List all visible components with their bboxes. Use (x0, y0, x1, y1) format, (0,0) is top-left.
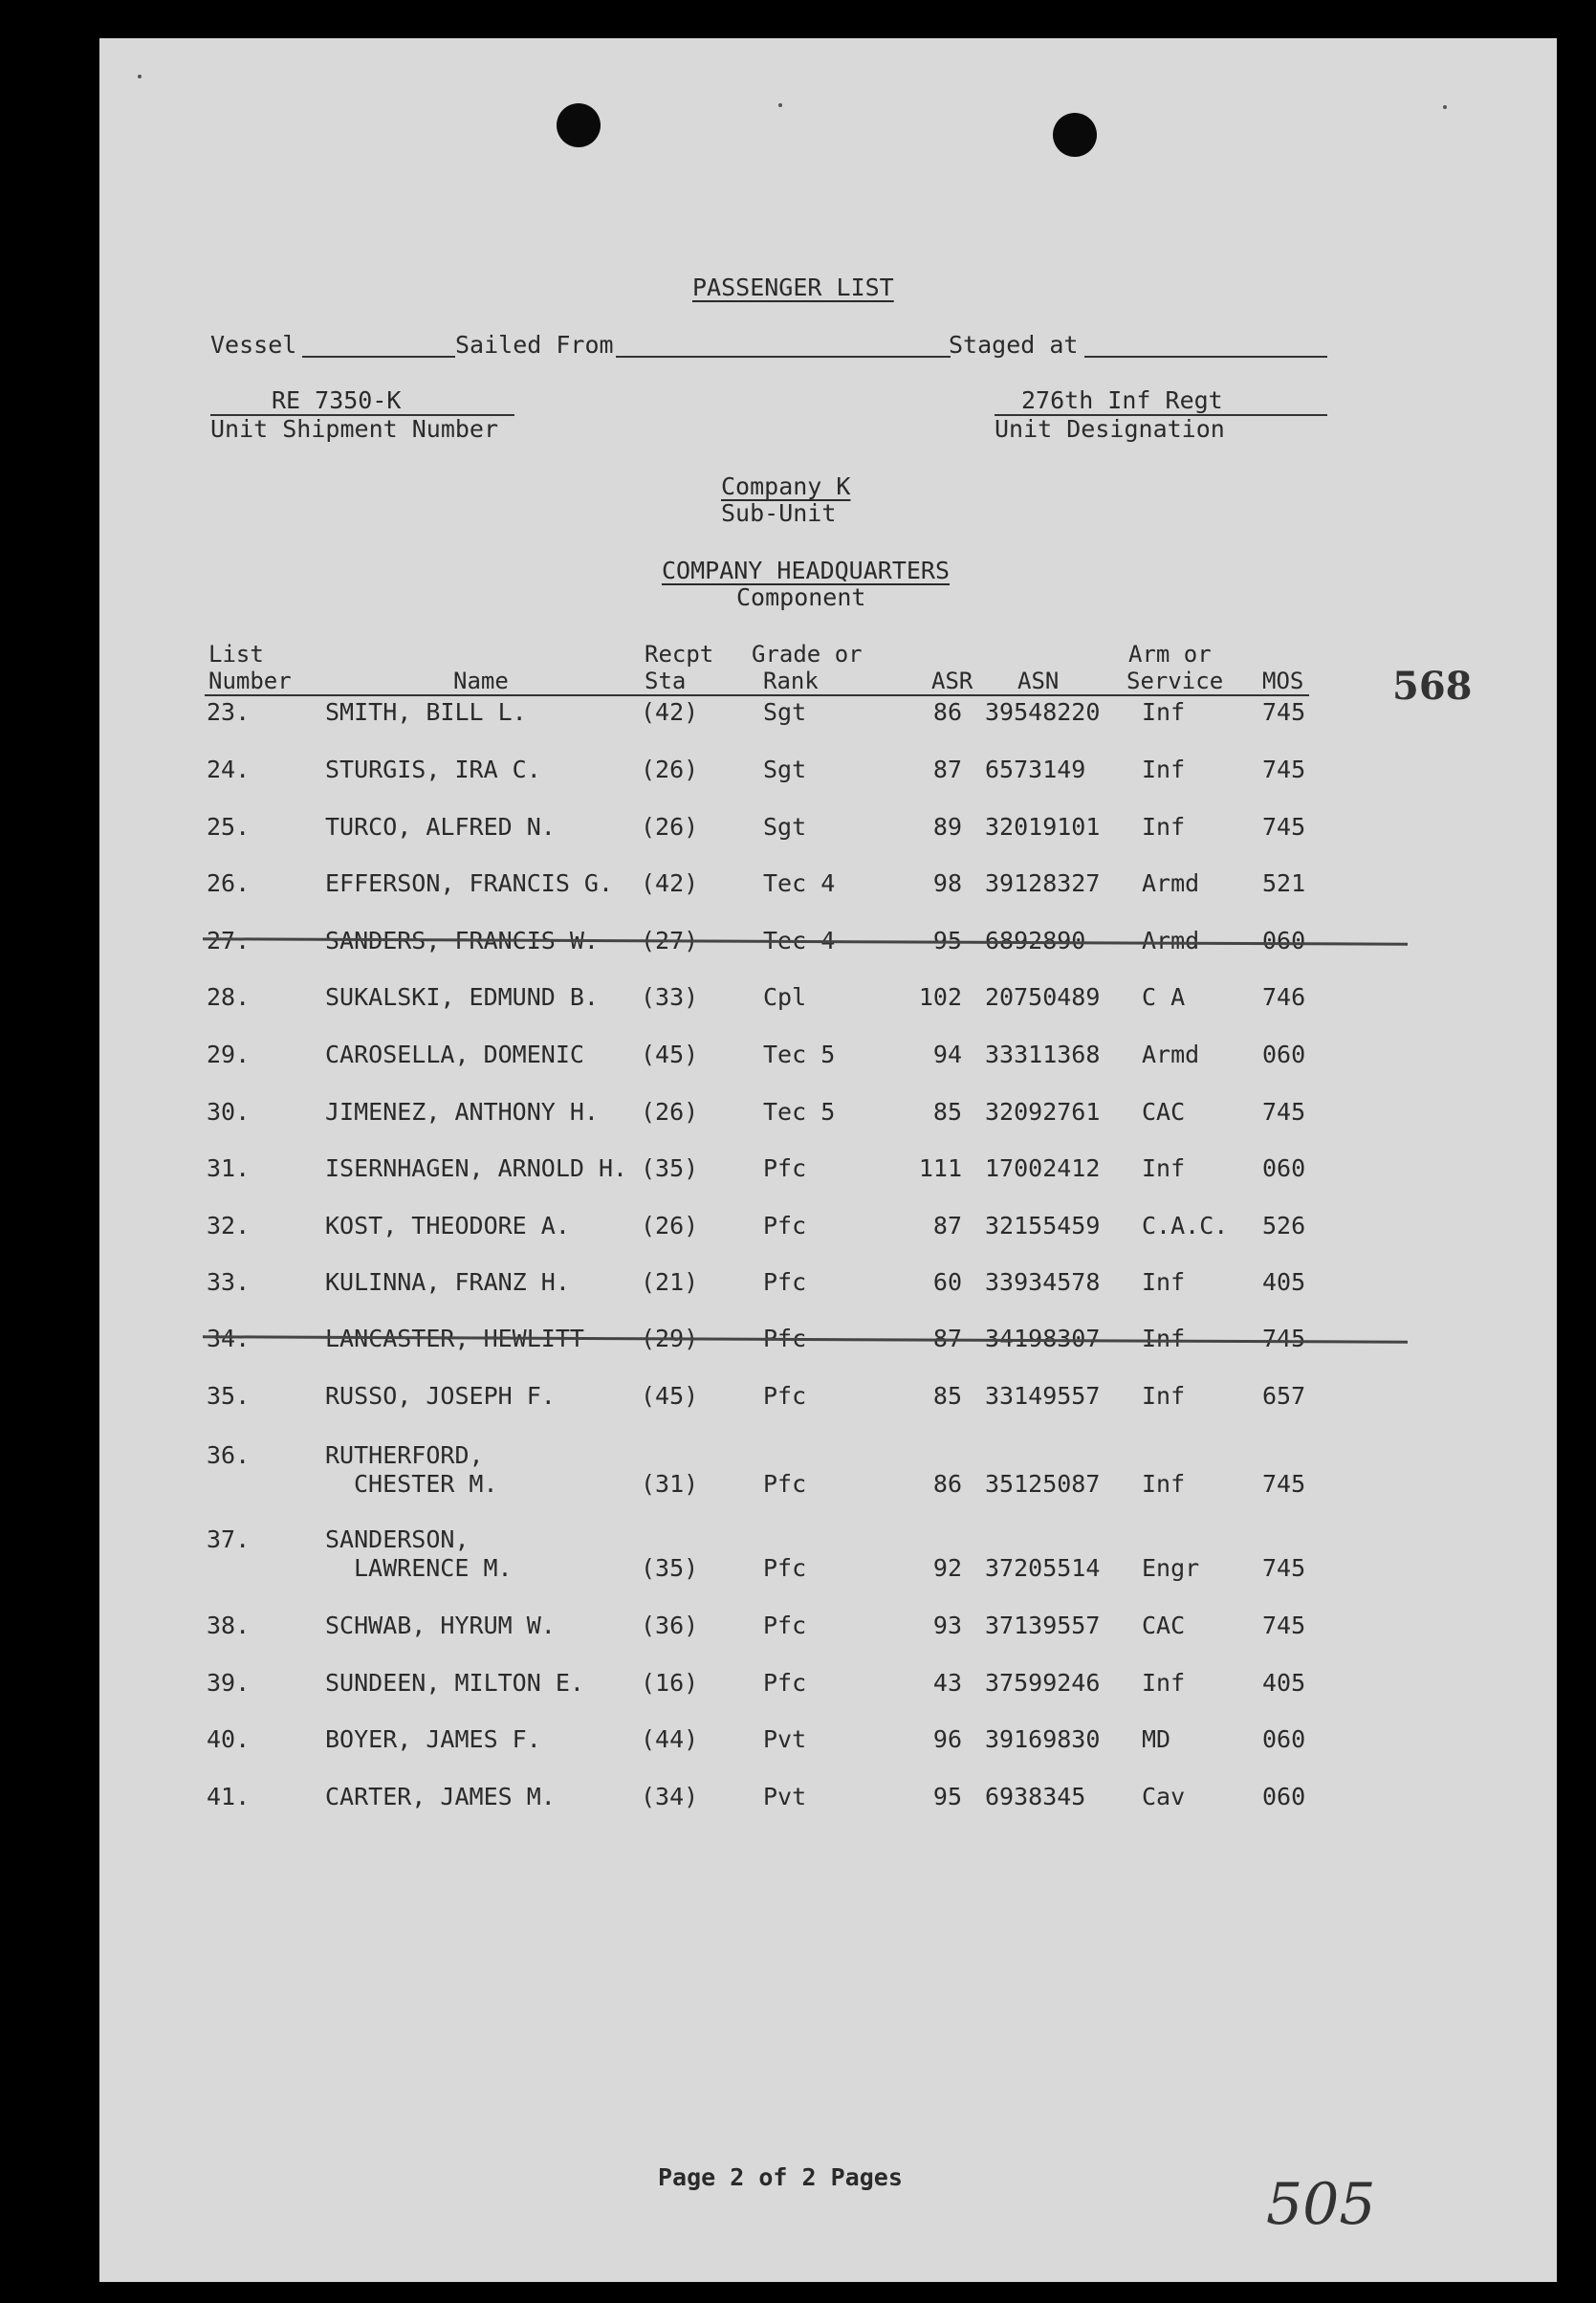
mos-cell: 745 (1262, 1098, 1306, 1126)
name-cell: SANDERSON, (325, 1525, 470, 1553)
list-number-cell: 29. (207, 1041, 251, 1068)
arm-cell: CAC (1142, 1098, 1186, 1126)
speck (1443, 105, 1447, 109)
table-row (99, 1382, 1557, 1437)
arm-cell: Inf (1142, 1669, 1186, 1697)
header-grade-2: Rank (763, 668, 819, 694)
list-number-cell: 36. (207, 1441, 251, 1469)
asn-cell: 35125087 (985, 1470, 1101, 1498)
recpt-sta-cell: (33) (641, 983, 699, 1011)
page-footer: Page 2 of 2 Pages (658, 2163, 903, 2191)
document-title: PASSENGER LIST (692, 274, 894, 301)
asr-cell: 92 (932, 1554, 962, 1582)
grade-cell: Sgt (763, 756, 807, 783)
recpt-sta-cell: (26) (641, 1212, 699, 1239)
header-arm-1: Arm or (1128, 641, 1212, 668)
arm-cell: Inf (1142, 756, 1186, 783)
asr-cell: 111 (918, 1154, 962, 1182)
arm-cell: Engr (1142, 1554, 1200, 1582)
name-cell: TURCO, ALFRED N. (325, 813, 556, 841)
name-cell: JIMENEZ, ANTHONY H. (325, 1098, 599, 1126)
grade-cell: Cpl (763, 983, 807, 1011)
table-row (99, 1212, 1557, 1267)
header-mos: MOS (1262, 668, 1304, 694)
list-number-cell: 25. (207, 813, 251, 841)
asr-cell: 98 (932, 869, 962, 897)
grade-cell: Pfc (763, 1382, 807, 1410)
grade-cell: Pfc (763, 1554, 807, 1582)
recpt-sta-cell: (26) (641, 756, 699, 783)
name-cell: EFFERSON, FRANCIS G. (325, 869, 614, 897)
header-name: Name (453, 668, 509, 694)
header-rule (205, 694, 1309, 696)
unit-shipment-number-label: Unit Shipment Number (210, 415, 499, 443)
unit-designation-label: Unit Designation (995, 415, 1225, 443)
asr-cell: 86 (932, 1470, 962, 1498)
table-row (99, 927, 1557, 982)
mos-cell: 060 (1262, 1154, 1306, 1182)
recpt-sta-cell: (44) (641, 1725, 699, 1753)
asr-cell: 87 (932, 1325, 962, 1352)
asr-cell: 102 (918, 983, 962, 1011)
asn-cell: 37205514 (985, 1554, 1101, 1582)
punch-hole-right (1053, 113, 1097, 157)
asn-cell: 37139557 (985, 1612, 1101, 1639)
header-arm-2: Service (1126, 668, 1224, 694)
mos-cell: 526 (1262, 1212, 1306, 1239)
asn-cell: 33149557 (985, 1382, 1101, 1410)
grade-cell: Tec 4 (763, 869, 836, 897)
asn-cell: 39128327 (985, 869, 1101, 897)
handwritten-footer-number: 505 (1266, 2171, 1376, 2238)
name-cell: SUKALSKI, EDMUND B. (325, 983, 599, 1011)
grade-cell: Sgt (763, 813, 807, 841)
header-grade-1: Grade or (752, 641, 863, 668)
name-cell: LANCASTER, HEWLITT (325, 1325, 584, 1352)
asn-cell: 32155459 (985, 1212, 1101, 1239)
component-label: Component (736, 583, 866, 611)
mos-cell: 745 (1262, 698, 1306, 726)
sailed-from-blank (616, 356, 951, 358)
arm-cell: C.A.C. (1142, 1212, 1229, 1239)
mos-cell: 405 (1262, 1669, 1306, 1697)
mos-cell: 060 (1262, 1725, 1306, 1753)
recpt-sta-cell: (29) (641, 1325, 699, 1352)
list-number-cell: 28. (207, 983, 251, 1011)
list-number-cell: 35. (207, 1382, 251, 1410)
header-asr: ASR (931, 668, 973, 694)
asn-cell: 39548220 (985, 698, 1101, 726)
recpt-sta-cell: (45) (641, 1382, 699, 1410)
list-number-cell: 26. (207, 869, 251, 897)
arm-cell: Inf (1142, 1154, 1186, 1182)
asr-cell: 95 (932, 1783, 962, 1810)
table-row (99, 983, 1557, 1039)
asn-cell: 20750489 (985, 983, 1101, 1011)
asn-cell: 37599246 (985, 1669, 1101, 1697)
recpt-sta-cell: (35) (641, 1554, 699, 1582)
mos-cell: 060 (1262, 1783, 1306, 1810)
header-recpt-sta-1: Recpt (645, 641, 714, 668)
list-number-cell: 27. (207, 927, 251, 954)
table-row (99, 1669, 1557, 1724)
asr-cell: 60 (932, 1268, 962, 1296)
name-cell: SCHWAB, HYRUM W. (325, 1612, 556, 1639)
header-asn: ASN (1017, 668, 1060, 694)
asn-cell: 33311368 (985, 1041, 1101, 1068)
speck (138, 75, 142, 78)
table-row (99, 1154, 1557, 1210)
asn-cell: 17002412 (985, 1154, 1101, 1182)
list-number-cell: 30. (207, 1098, 251, 1126)
list-number-cell: 33. (207, 1268, 251, 1296)
arm-cell: Armd (1142, 869, 1200, 897)
asn-cell: 6892890 (985, 927, 1086, 954)
recpt-sta-cell: (26) (641, 1098, 699, 1126)
unit-shipment-number-value: RE 7350-K (272, 386, 402, 414)
arm-cell: Inf (1142, 1268, 1186, 1296)
header-list-number-1: List (208, 641, 264, 668)
grade-cell: Tec 5 (763, 1098, 836, 1126)
grade-cell: Pfc (763, 1325, 807, 1352)
mos-cell: 060 (1262, 1041, 1306, 1068)
sub-unit-value: Company K (721, 472, 851, 500)
header-recpt-sta-2: Sta (645, 668, 687, 694)
grade-cell: Tec 5 (763, 1041, 836, 1068)
staged-at-label: Staged at (949, 331, 1079, 359)
arm-cell: Inf (1142, 1325, 1186, 1352)
grade-cell: Pfc (763, 1212, 807, 1239)
recpt-sta-cell: (21) (641, 1268, 699, 1296)
arm-cell: Armd (1142, 927, 1200, 954)
mos-cell: 745 (1262, 1470, 1306, 1498)
asr-cell: 95 (932, 927, 962, 954)
mos-cell: 745 (1262, 1325, 1306, 1352)
grade-cell: Pfc (763, 1470, 807, 1498)
arm-cell: Inf (1142, 698, 1186, 726)
asr-cell: 93 (932, 1612, 962, 1639)
name-cell: BOYER, JAMES F. (325, 1725, 541, 1753)
table-row (99, 1612, 1557, 1667)
recpt-sta-cell: (42) (641, 869, 699, 897)
recpt-sta-cell: (45) (641, 1041, 699, 1068)
arm-cell: C A (1142, 983, 1186, 1011)
name-cell: ISERNHAGEN, ARNOLD H. (325, 1154, 628, 1182)
recpt-sta-cell: (16) (641, 1669, 699, 1697)
asr-cell: 96 (932, 1725, 962, 1753)
name-cell: RUTHERFORD, (325, 1441, 484, 1469)
list-number-cell: 40. (207, 1725, 251, 1753)
asr-cell: 94 (932, 1041, 962, 1068)
arm-cell: Armd (1142, 1041, 1200, 1068)
name-cell: KOST, THEODORE A. (325, 1212, 570, 1239)
table-row (99, 1041, 1557, 1096)
recpt-sta-cell: (27) (641, 927, 699, 954)
sub-unit-label: Sub-Unit (721, 499, 837, 527)
table-row (99, 698, 1557, 754)
arm-cell: MD (1142, 1725, 1171, 1753)
asr-cell: 86 (932, 698, 962, 726)
mos-cell: 745 (1262, 756, 1306, 783)
asr-cell: 85 (932, 1098, 962, 1126)
unit-designation-value: 276th Inf Regt (1021, 386, 1223, 414)
table-row (99, 1441, 1557, 1497)
table-row (99, 869, 1557, 925)
speck (778, 103, 782, 107)
table-row (99, 1325, 1557, 1380)
recpt-sta-cell: (34) (641, 1783, 699, 1810)
name-cell: SUNDEEN, MILTON E. (325, 1669, 584, 1697)
asn-cell: 32019101 (985, 813, 1101, 841)
mos-cell: 060 (1262, 927, 1306, 954)
table-row (99, 813, 1557, 868)
list-number-cell: 24. (207, 756, 251, 783)
list-number-cell: 34. (207, 1325, 251, 1352)
table-row (99, 756, 1557, 811)
asr-cell: 85 (932, 1382, 962, 1410)
name-cell-line-2: LAWRENCE M. (354, 1554, 513, 1582)
grade-cell: Pfc (763, 1669, 807, 1697)
asr-cell: 87 (932, 1212, 962, 1239)
mos-cell: 745 (1262, 1612, 1306, 1639)
name-cell: RUSSO, JOSEPH F. (325, 1382, 556, 1410)
mos-cell: 405 (1262, 1268, 1306, 1296)
grade-cell: Pfc (763, 1154, 807, 1182)
asr-cell: 43 (932, 1669, 962, 1697)
name-cell: CARTER, JAMES M. (325, 1783, 556, 1810)
table-row (99, 1525, 1557, 1581)
table-row (99, 1268, 1557, 1324)
mos-cell: 745 (1262, 813, 1306, 841)
arm-cell: Cav (1142, 1783, 1186, 1810)
document-sheet (99, 38, 1557, 2282)
mos-cell: 657 (1262, 1382, 1306, 1410)
handwritten-page-number: 568 (1392, 664, 1473, 709)
name-cell: STURGIS, IRA C. (325, 756, 541, 783)
asr-cell: 89 (932, 813, 962, 841)
list-number-cell: 32. (207, 1212, 251, 1239)
grade-cell: Pfc (763, 1268, 807, 1296)
mos-cell: 746 (1262, 983, 1306, 1011)
arm-cell: Inf (1142, 1470, 1186, 1498)
list-number-cell: 23. (207, 698, 251, 726)
recpt-sta-cell: (31) (641, 1470, 699, 1498)
asr-cell: 87 (932, 756, 962, 783)
asn-cell: 32092761 (985, 1098, 1101, 1126)
mos-cell: 745 (1262, 1554, 1306, 1582)
list-number-cell: 41. (207, 1783, 251, 1810)
recpt-sta-cell: (42) (641, 698, 699, 726)
arm-cell: CAC (1142, 1612, 1186, 1639)
grade-cell: Pfc (763, 1612, 807, 1639)
punch-hole-left (557, 103, 601, 147)
name-cell: SANDERS, FRANCIS W. (325, 927, 599, 954)
name-cell: KULINNA, FRANZ H. (325, 1268, 570, 1296)
asn-cell: 33934578 (985, 1268, 1101, 1296)
mos-cell: 521 (1262, 869, 1306, 897)
arm-cell: Inf (1142, 813, 1186, 841)
vessel-blank (302, 356, 455, 358)
table-row (99, 1783, 1557, 1838)
recpt-sta-cell: (35) (641, 1154, 699, 1182)
list-number-cell: 31. (207, 1154, 251, 1182)
list-number-cell: 37. (207, 1525, 251, 1553)
arm-cell: Inf (1142, 1382, 1186, 1410)
grade-cell: Tec 4 (763, 927, 836, 954)
name-cell: SMITH, BILL L. (325, 698, 527, 726)
list-number-cell: 38. (207, 1612, 251, 1639)
recpt-sta-cell: (36) (641, 1612, 699, 1639)
sailed-from-label: Sailed From (455, 331, 614, 359)
vessel-label: Vessel (210, 331, 297, 359)
name-cell: CAROSELLA, DOMENIC (325, 1041, 584, 1068)
table-row (99, 1725, 1557, 1781)
asn-cell: 34198307 (985, 1325, 1101, 1352)
asn-cell: 39169830 (985, 1725, 1101, 1753)
component-value: COMPANY HEADQUARTERS (662, 557, 951, 584)
grade-cell: Sgt (763, 698, 807, 726)
staged-at-blank (1084, 356, 1327, 358)
list-number-cell: 39. (207, 1669, 251, 1697)
table-row (99, 1098, 1557, 1153)
grade-cell: Pvt (763, 1725, 807, 1753)
name-cell-line-2: CHESTER M. (354, 1470, 498, 1498)
asn-cell: 6938345 (985, 1783, 1086, 1810)
asn-cell: 6573149 (985, 756, 1086, 783)
header-list-number-2: Number (208, 668, 292, 694)
grade-cell: Pvt (763, 1783, 807, 1810)
recpt-sta-cell: (26) (641, 813, 699, 841)
